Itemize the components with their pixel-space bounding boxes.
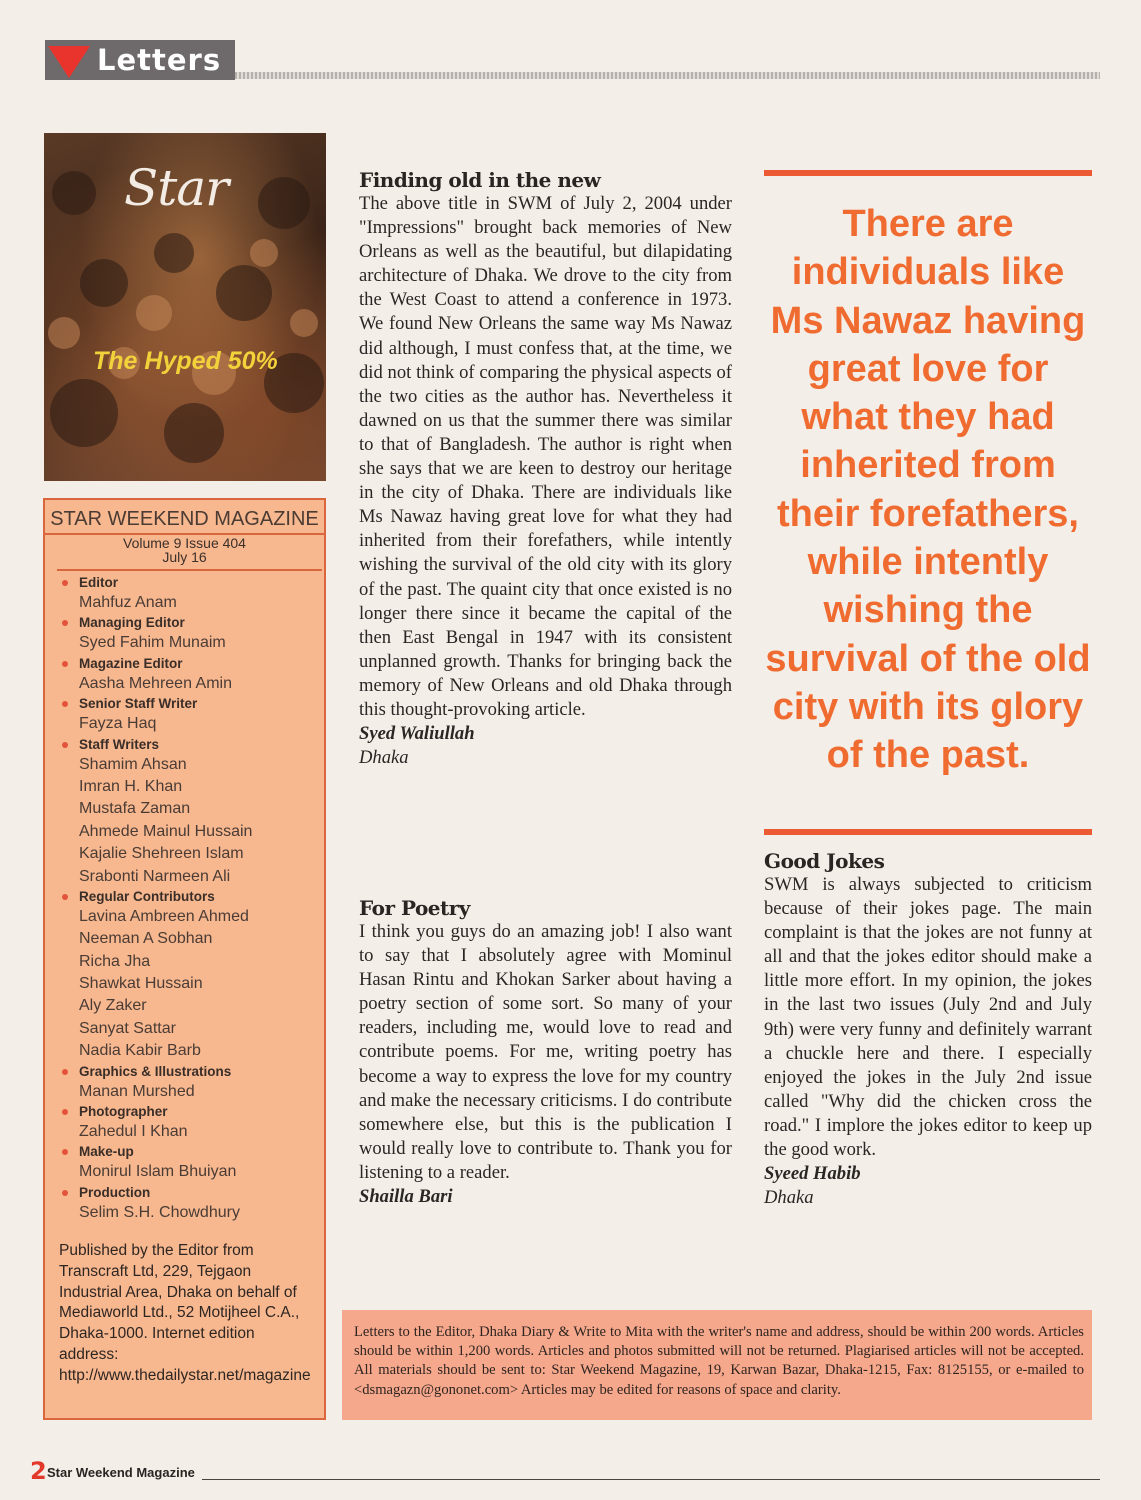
letter-finding-old (359, 168, 732, 770)
staff-name: Selim S.H. Chowdhury (79, 1203, 240, 1221)
staff-name: Richa Jha (79, 952, 151, 970)
staff-name: Shawkat Hussain (79, 975, 203, 993)
staff-name: Shamim Ahsan (79, 755, 187, 773)
letter-for-poetry (359, 896, 732, 1209)
article-author: Shailla Bari (359, 1186, 453, 1208)
staff-list (59, 574, 319, 1224)
footer-rule (202, 1479, 1100, 1480)
staff-role: Production (59, 1184, 319, 1202)
pull-quote-top-rule (764, 170, 1092, 176)
staff-name: Manan Murshed (79, 1082, 195, 1100)
pull-quote-text: There are individuals like Ms Nawaz having great love for what they had inherited from their forefathers, while intently wishing the survival of the old city with its glory of the past. (765, 203, 1091, 777)
footer-title: Star Weekend Magazine (47, 1465, 195, 1480)
staff-role: Regular Contributors (59, 888, 319, 906)
staff-role: Senior Staff Writer (59, 695, 319, 713)
article-body: I think you guys do an amazing job! I also want to say that I absolutely agree with Mominul Hasan Rintu and Khokan Sarker about having a poetry section of some sort. So many of your readers, including me, would love to read and contribute poems. For me, writing poetry has become a way to express the love for my country and make the necessary criticisms. I do contribute somewhere else, but this is the publication I would really love to contribute to. Thank you for listening to a reader. (359, 921, 732, 1183)
article-title: Finding old in the new (359, 168, 601, 192)
staff-name: Mahfuz Anam (79, 594, 177, 611)
cover-image (44, 133, 326, 481)
staff-name: Ahmede Mainul Hussain (79, 822, 253, 840)
staff-role: Magazine Editor (59, 655, 319, 673)
staff-role: Photographer (59, 1103, 319, 1121)
staff-name: Lavina Ambreen Ahmed (79, 907, 249, 925)
staff-name: Monirul Islam Bhuiyan (79, 1163, 237, 1181)
staff-name: Fayza Haq (79, 715, 157, 733)
staff-name: Srabonti Narmeen Ali (79, 867, 231, 885)
staff-role: Graphics & Illustrations (59, 1063, 319, 1081)
staff-role: Make-up (59, 1143, 319, 1161)
staff-name: Sanyat Sattar (79, 1019, 176, 1037)
cover-headline: The Hyped 50% (93, 347, 278, 375)
pull-quote-bottom-rule (764, 829, 1092, 835)
section-title: Letters (97, 43, 222, 77)
notice-text: Letters to the Editor, Dhaka Diary & Write to Mita with the writer's name and address, should be within 200 words. Articles should be within 1,200 words. Articles and photos submitted will not be returned. Plagiarised articles will not be accepted. All materials should be sent to: Star Weekend Magazine, 19, Karwan Bazar, Dhaka-1215, Fax: 8125155, or e-mailed to <dsmagazn@gononet.com> Articles may be edited for reasons of space and clarity. (354, 1324, 1084, 1398)
staff-role: Editor (59, 574, 319, 592)
submission-notice (342, 1310, 1092, 1420)
article-author: Syeed Habib (764, 1163, 861, 1185)
header-rule (235, 72, 1100, 79)
masthead-box (43, 498, 326, 1420)
cover-logo: Star (124, 159, 229, 217)
date-line: July 16 (162, 549, 207, 565)
staff-name: Imran H. Khan (79, 777, 183, 795)
staff-name: Syed Fahim Munaim (79, 634, 226, 652)
article-author: Syed Waliullah (359, 723, 475, 745)
page-number: 2 (30, 1457, 47, 1485)
article-title: Good Jokes (764, 849, 885, 873)
article-location: Dhaka (764, 1187, 814, 1209)
staff-name: Aasha Mehreen Amin (79, 674, 232, 692)
section-tab (45, 40, 235, 80)
article-body: SWM is always subjected to criticism because of their jokes page. The main complaint is that the jokes are not funny at all and that the jokes editor should make a little more effort. In my opinion, the jokes in the last two issues (July 2nd and July 9th) were very funny and definitely warrant a chuckle here and there. I especially enjoyed the jokes in the July 2nd issue called "Why did the chicken cross the road." I implore the jokes editor to keep up the good work. (764, 874, 1092, 1161)
page-footer (30, 1457, 1100, 1487)
staff-role: Staff Writers (59, 736, 319, 754)
star-flag-icon (48, 46, 90, 78)
letter-good-jokes (764, 849, 1092, 1210)
staff-role: Managing Editor (59, 614, 319, 632)
article-body: The above title in SWM of July 2, 2004 under "Impressions" brought back memories of New Orleans as well as the beautiful, but dilapidating architecture of Dhaka. We drove to the city from the West Coast to attend a conference in 1973. We found New Orleans the same way Ms Nawaz did although, I must confess that, at the time, we did not think of comparing the physical aspects of the two cities as the author has. Nevertheless it dawned on us that the summer there was similar to that of Bangladesh. The author is right when she says that we are keen to destroy our heritage in the city of Dhaka. There are individuals like Ms Nawaz having great love for what they had inherited from their forefathers, while intently wishing the survival of the old city with its glory of the past. The quaint city that once existed is no longer there since it became the capital of the then East Bengal in 1947 with its consistent unplanned growth. Thanks for bringing back the memory of New Orleans and old Dhaka through this thought-provoking article. (359, 193, 732, 720)
volume-line: Volume 9 Issue 404 (123, 535, 246, 551)
article-title: For Poetry (359, 896, 470, 920)
masthead-rule (57, 569, 322, 571)
section-header (45, 38, 1100, 83)
staff-name: Kajalie Shehreen Islam (79, 845, 244, 863)
magazine-name: STAR WEEKEND MAGAZINE (45, 508, 324, 535)
staff-name: Nadia Kabir Barb (79, 1042, 201, 1060)
publisher-note: Published by the Editor from Transcraft Ltd, 229, Tejgaon Industrial Area, Dhaka on behalf of Mediaworld Ltd., 52 Motijheel C.A., Dhaka-1000. Internet edition address: http://www.thedailystar.net/magazine (59, 1242, 311, 1384)
staff-name: Zahedul I Khan (79, 1123, 188, 1141)
staff-name: Mustafa Zaman (79, 800, 191, 818)
pull-quote (764, 170, 1092, 835)
staff-name: Neeman A Sobhan (79, 930, 213, 948)
article-location: Dhaka (359, 747, 409, 769)
staff-name: Aly Zaker (79, 997, 147, 1015)
issue-info (45, 536, 324, 564)
